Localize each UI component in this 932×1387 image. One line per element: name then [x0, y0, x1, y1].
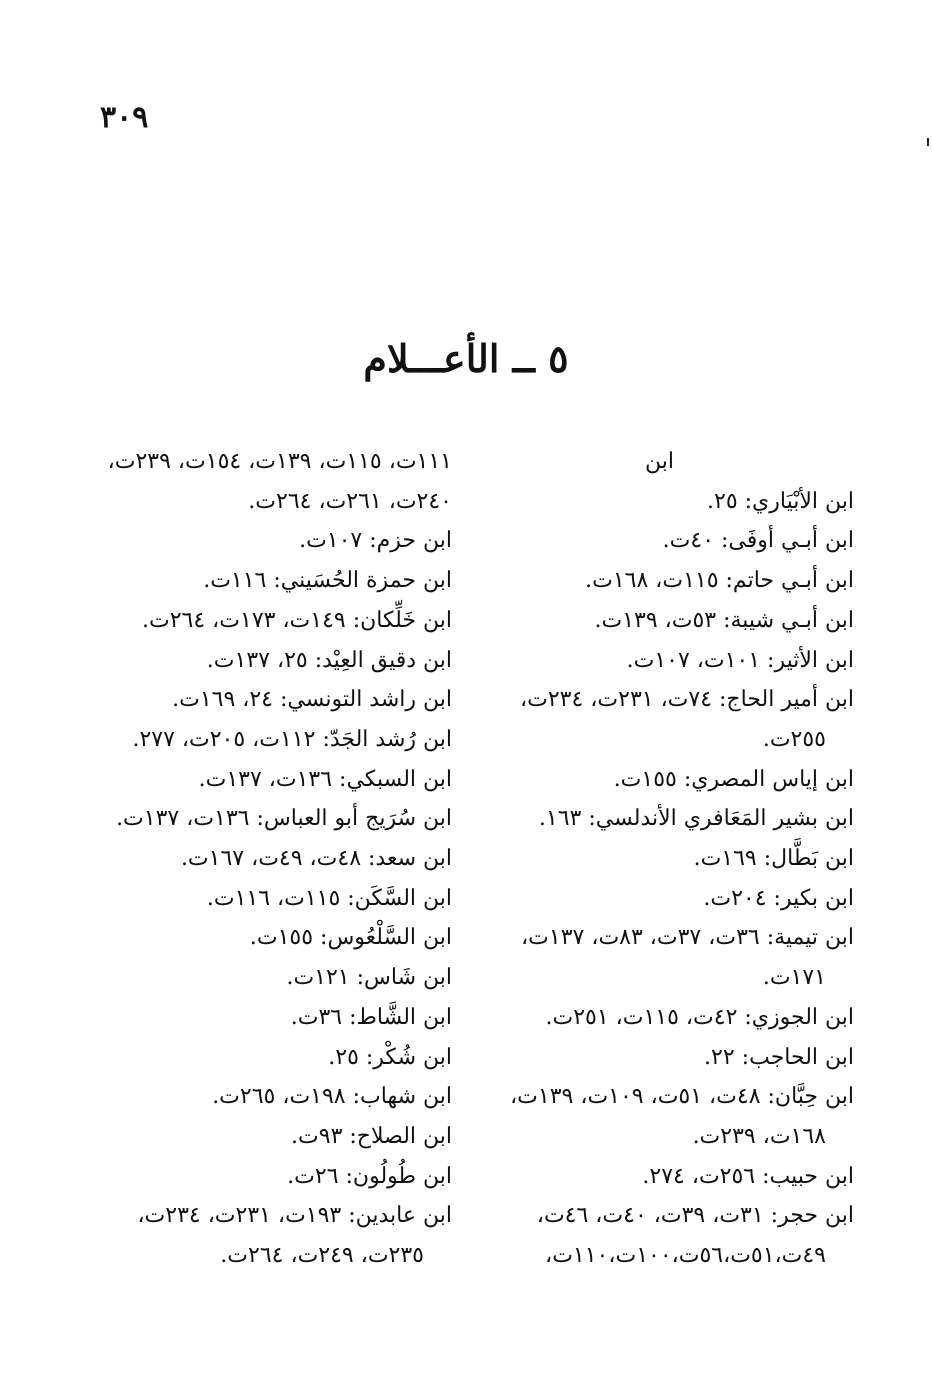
index-entry: ابن السَّلْعُوس: ١٥٥ت.	[249, 925, 452, 951]
index-entry: ابن حِبَّان: ٤٨ت، ٥١ت، ١٠٩ت، ١٣٩ت، ١٦٨ت، ٢٣٩ت.	[510, 1084, 854, 1149]
index-entry: ابن خَلِّكان: ١٤٩ت، ١٧٣ت، ٢٦٤ت.	[142, 607, 452, 633]
index-entry: ابن أبـي شيبة: ٥٣ت، ١٣٩ت.	[594, 607, 854, 633]
section-heading: ٥ ــ الأعـــلام	[363, 336, 569, 381]
index-entry: ابن شهاب: ١٩٨ت، ٢٦٥ت.	[212, 1084, 452, 1110]
index-entry: ابن أمير الحاج: ٧٤ت، ٢٣١ت، ٢٣٤ت، ٢٥٥ت.	[520, 687, 854, 752]
index-entry: ابن الأبْيَاري: ٢٥.	[707, 488, 854, 514]
group-head: ابن	[645, 449, 674, 474]
index-column-left	[102, 442, 452, 1276]
index-entry: ابن سُرَيج أبو العباس: ١٣٦ت، ١٣٧ت.	[116, 806, 452, 832]
page-number: ٣٠٩	[100, 100, 149, 135]
index-entry: ابن حزم: ١٠٧ت.	[299, 528, 452, 554]
index-entry: ابن السَّكَن: ١١٥ت، ١١٦ت.	[206, 885, 452, 911]
index-entry: ابن الشَّاط: ٣٦ت.	[290, 1004, 452, 1030]
index-entry: ابن الجوزي: ٤٢ت، ١١٥ت، ٢٥١ت.	[545, 1004, 854, 1030]
index-entry: ابن أبـي حاتم: ١١٥ت، ١٦٨ت.	[585, 568, 854, 594]
index-entry: ابن الصلاح: ٩٣ت.	[291, 1123, 452, 1149]
index-entry: ابن أبـي أوفَى: ٤٠ت.	[662, 528, 854, 554]
index-entry: ابن الأثير: ١٠١ت، ١٠٧ت.	[626, 647, 854, 673]
index-entry: ابن راشد التونسي: ٢٤، ١٦٩ت.	[172, 687, 452, 713]
index-entry: ابن بشير المَعَافري الأندلسي: ١٦٣.	[538, 806, 854, 832]
index-entry: ابن بكير: ٢٠٤ت.	[703, 885, 854, 911]
index-entry: ابن تيمية: ٣٦ت، ٣٧ت، ٨٣ت، ١٣٧ت، ١٧١ت.	[521, 925, 854, 991]
edge-mark	[927, 138, 929, 146]
index-entry: ابن طُولُون: ٢٦ت.	[287, 1163, 452, 1189]
index-column-right	[484, 442, 854, 1276]
index-entry: ابن إياس المصري: ١٥٥ت.	[613, 766, 854, 792]
index-entry: ابن شُكْر: ٢٥.	[328, 1044, 452, 1070]
index-entry: ابن سعد: ٤٨ت، ٤٩ت، ١٦٧ت.	[180, 846, 452, 872]
index-entry: ابن السبكي: ١٣٦ت، ١٣٧ت.	[198, 766, 452, 792]
index-entry: ابن حبيب: ٢٥٦ت، ٢٧٤.	[642, 1163, 854, 1189]
index-entry: ابن حجر: ٣١ت، ٣٩ت، ٤٠ت، ٤٦ت، ٤٩ت،٥١ت،٥٦ت،١٠٠ت،١١٠ت،	[536, 1203, 854, 1269]
index-entry-continuation: ١١١ت، ١١٥ت، ١٣٩ت، ١٥٤ت، ٢٣٩ت، ٢٤٠ت، ٢٦١ت، ٢٦٤ت.	[107, 449, 452, 514]
index-entry: ابن عابدين: ١٩٣ت، ٢٣١ت، ٢٣٤ت، ٢٣٥ت، ٢٤٩ت، ٢٦٤ت.	[137, 1203, 452, 1269]
index-entry: ابن بَطَّال: ١٦٩ت.	[693, 846, 854, 872]
index-entry: ابن رُشد الجَدّ: ١١٢ت، ٢٠٥ت، ٢٧٧.	[132, 726, 452, 752]
index-entry: ابن حمزة الحُسَيني: ١١٦ت.	[203, 568, 452, 594]
index-entry: ابن الحاجب: ٢٢.	[704, 1044, 854, 1070]
index-entry: ابن دقيق العِيْد: ٢٥، ١٣٧ت.	[206, 647, 452, 673]
index-entry: ابن شَاس: ١٢١ت.	[286, 965, 452, 991]
